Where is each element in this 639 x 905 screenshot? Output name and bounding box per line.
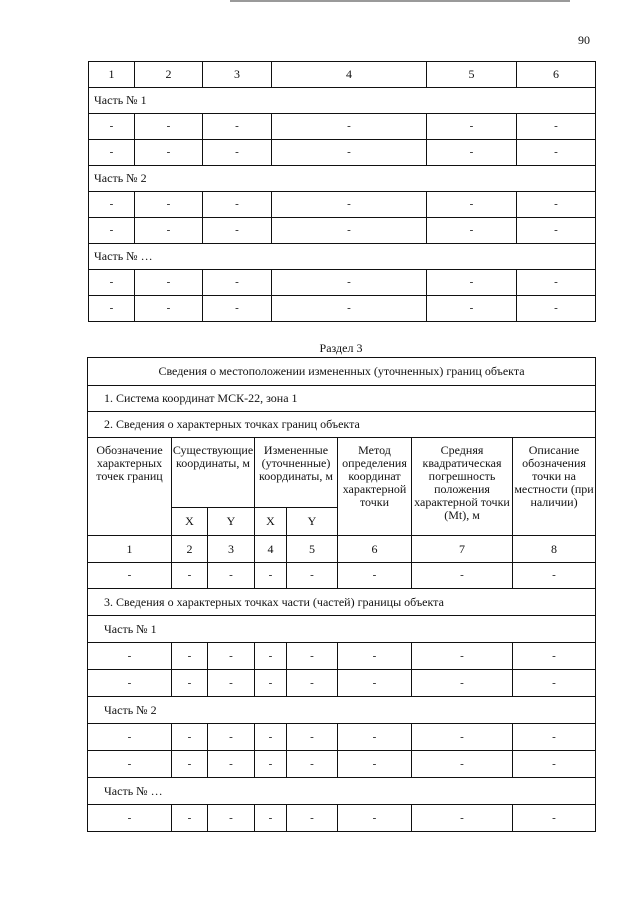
col-designation: Обозначение характерных точек границ	[88, 438, 172, 536]
col-existing: Существующие координаты, м	[172, 438, 255, 508]
table-cell: -	[89, 218, 135, 244]
col-method: Метод определения координат характерной точки	[338, 438, 412, 536]
part-label-row	[89, 88, 596, 114]
table-cell: -	[172, 670, 208, 697]
column-number: 2	[135, 62, 203, 88]
header-row	[89, 62, 596, 88]
table-cell: -	[135, 296, 203, 322]
table-cell: -	[513, 724, 596, 751]
table-cell: -	[89, 296, 135, 322]
table-cell: -	[412, 670, 513, 697]
table-row	[89, 296, 596, 322]
parts-heading-row	[88, 589, 596, 616]
table-cell: -	[513, 805, 596, 832]
table-cell: -	[88, 643, 172, 670]
table-cell: -	[517, 270, 596, 296]
table-cell: -	[172, 751, 208, 778]
table-cell: -	[89, 114, 135, 140]
col-existing-x: X	[172, 508, 208, 536]
table-cell: -	[88, 670, 172, 697]
col-description: Описание обозначения точки на местности (при наличии)	[513, 438, 596, 536]
table-cell: -	[517, 192, 596, 218]
table-cell: -	[517, 114, 596, 140]
table-cell: -	[272, 270, 427, 296]
table-cell: -	[208, 670, 255, 697]
table-cell: -	[338, 563, 412, 589]
table-cell: -	[172, 563, 208, 589]
table-cell: -	[88, 563, 172, 589]
table-row	[88, 563, 596, 589]
table-cell: -	[255, 805, 287, 832]
table-cell: -	[517, 296, 596, 322]
table-cell: -	[203, 218, 272, 244]
numbers-row	[88, 536, 596, 563]
table-row	[88, 751, 596, 778]
table-cell: -	[272, 218, 427, 244]
part-label-row	[89, 166, 596, 192]
table-cell: -	[135, 270, 203, 296]
table-row	[89, 192, 596, 218]
table-cell: -	[135, 192, 203, 218]
column-number: 2	[172, 536, 208, 563]
col-changed-x: X	[255, 508, 287, 536]
table-cell: -	[427, 192, 517, 218]
table-cell: -	[208, 563, 255, 589]
table-cell: -	[135, 140, 203, 166]
table-cell: -	[203, 140, 272, 166]
table-cell: -	[412, 563, 513, 589]
parts-heading: 3. Сведения о характерных точках части (частей) границы объекта	[88, 589, 596, 616]
part-label: Часть № …	[88, 778, 596, 805]
table-cell: -	[427, 270, 517, 296]
table-cell: -	[88, 751, 172, 778]
table-cell: -	[89, 192, 135, 218]
points-heading-row: 2. Сведения о характерных точках границ объекта	[88, 412, 596, 438]
column-number: 4	[255, 536, 287, 563]
table-cell: -	[427, 114, 517, 140]
table-row	[88, 670, 596, 697]
table-cell: -	[338, 670, 412, 697]
column-number: 1	[88, 536, 172, 563]
table-cell: -	[255, 670, 287, 697]
table-cell: -	[338, 643, 412, 670]
table-cell: -	[88, 724, 172, 751]
table-cell: -	[513, 751, 596, 778]
table-cell: -	[88, 805, 172, 832]
table-cell: -	[517, 140, 596, 166]
table-row	[88, 724, 596, 751]
table-cell: -	[272, 296, 427, 322]
table-cell: -	[172, 724, 208, 751]
table-title: Сведения о местоположении измененных (уточненных) границ объекта	[88, 358, 596, 386]
table-cell: -	[287, 563, 338, 589]
column-number: 7	[412, 536, 513, 563]
table-cell: -	[287, 805, 338, 832]
part-label-row	[88, 616, 596, 643]
page-number: 90	[578, 33, 590, 47]
table-row	[89, 218, 596, 244]
table-cell: -	[513, 670, 596, 697]
table-cell: -	[89, 140, 135, 166]
table-cell: -	[255, 563, 287, 589]
table-cell: -	[135, 114, 203, 140]
part-label: Часть № 2	[88, 697, 596, 724]
table-row	[88, 643, 596, 670]
part-label: Часть № …	[89, 244, 596, 270]
table-cell: -	[272, 114, 427, 140]
column-number: 6	[517, 62, 596, 88]
table-cell: -	[203, 192, 272, 218]
table-cell: -	[338, 805, 412, 832]
table-cell: -	[203, 114, 272, 140]
part-label-row	[88, 778, 596, 805]
table-cell: -	[208, 643, 255, 670]
table-cell: -	[513, 563, 596, 589]
table-cell: -	[513, 643, 596, 670]
table-cell: -	[208, 751, 255, 778]
table-cell: -	[287, 670, 338, 697]
table-cell: -	[412, 643, 513, 670]
table-row	[89, 140, 596, 166]
table-cell: -	[203, 296, 272, 322]
table-continuation	[88, 61, 596, 322]
table-cell: -	[427, 140, 517, 166]
table-cell: -	[287, 724, 338, 751]
column-number: 3	[203, 62, 272, 88]
scan-edge-line	[230, 0, 570, 2]
table-cell: -	[203, 270, 272, 296]
table-cell: -	[135, 218, 203, 244]
table-cell: -	[287, 751, 338, 778]
table-cell: -	[172, 643, 208, 670]
part-label: Часть № 1	[88, 616, 596, 643]
table-cell: -	[427, 296, 517, 322]
col-existing-y: Y	[208, 508, 255, 536]
table-cell: -	[338, 724, 412, 751]
column-number: 5	[287, 536, 338, 563]
table-cell: -	[89, 270, 135, 296]
column-number: 4	[272, 62, 427, 88]
table-row	[89, 270, 596, 296]
table-cell: -	[517, 218, 596, 244]
table-row	[89, 114, 596, 140]
table-cell: -	[255, 751, 287, 778]
table-row	[88, 805, 596, 832]
col-changed-y: Y	[287, 508, 338, 536]
column-number: 6	[338, 536, 412, 563]
section-title: Раздел 3	[319, 341, 363, 355]
coord-system-row: 1. Система координат МСК-22, зона 1	[88, 386, 596, 412]
part-label: Часть № 1	[89, 88, 596, 114]
table-cell: -	[412, 751, 513, 778]
table-cell: -	[338, 751, 412, 778]
table-cell: -	[272, 192, 427, 218]
col-error: Средняя квадратическая погрешность положения характерной точки (Mt), м	[412, 438, 513, 536]
table-cell: -	[287, 643, 338, 670]
column-number: 5	[427, 62, 517, 88]
boundary-points-table	[87, 357, 596, 832]
column-number: 1	[89, 62, 135, 88]
table-cell: -	[427, 218, 517, 244]
table-cell: -	[208, 724, 255, 751]
col-changed: Измененные (уточненные) координаты, м	[255, 438, 338, 508]
table-cell: -	[412, 724, 513, 751]
column-number: 8	[513, 536, 596, 563]
column-number: 3	[208, 536, 255, 563]
table-cell: -	[255, 643, 287, 670]
part-label-row	[88, 697, 596, 724]
table-cell: -	[255, 724, 287, 751]
table-cell: -	[272, 140, 427, 166]
part-label: Часть № 2	[89, 166, 596, 192]
part-label-row	[89, 244, 596, 270]
table-cell: -	[412, 805, 513, 832]
table-cell: -	[172, 805, 208, 832]
table-cell: -	[208, 805, 255, 832]
